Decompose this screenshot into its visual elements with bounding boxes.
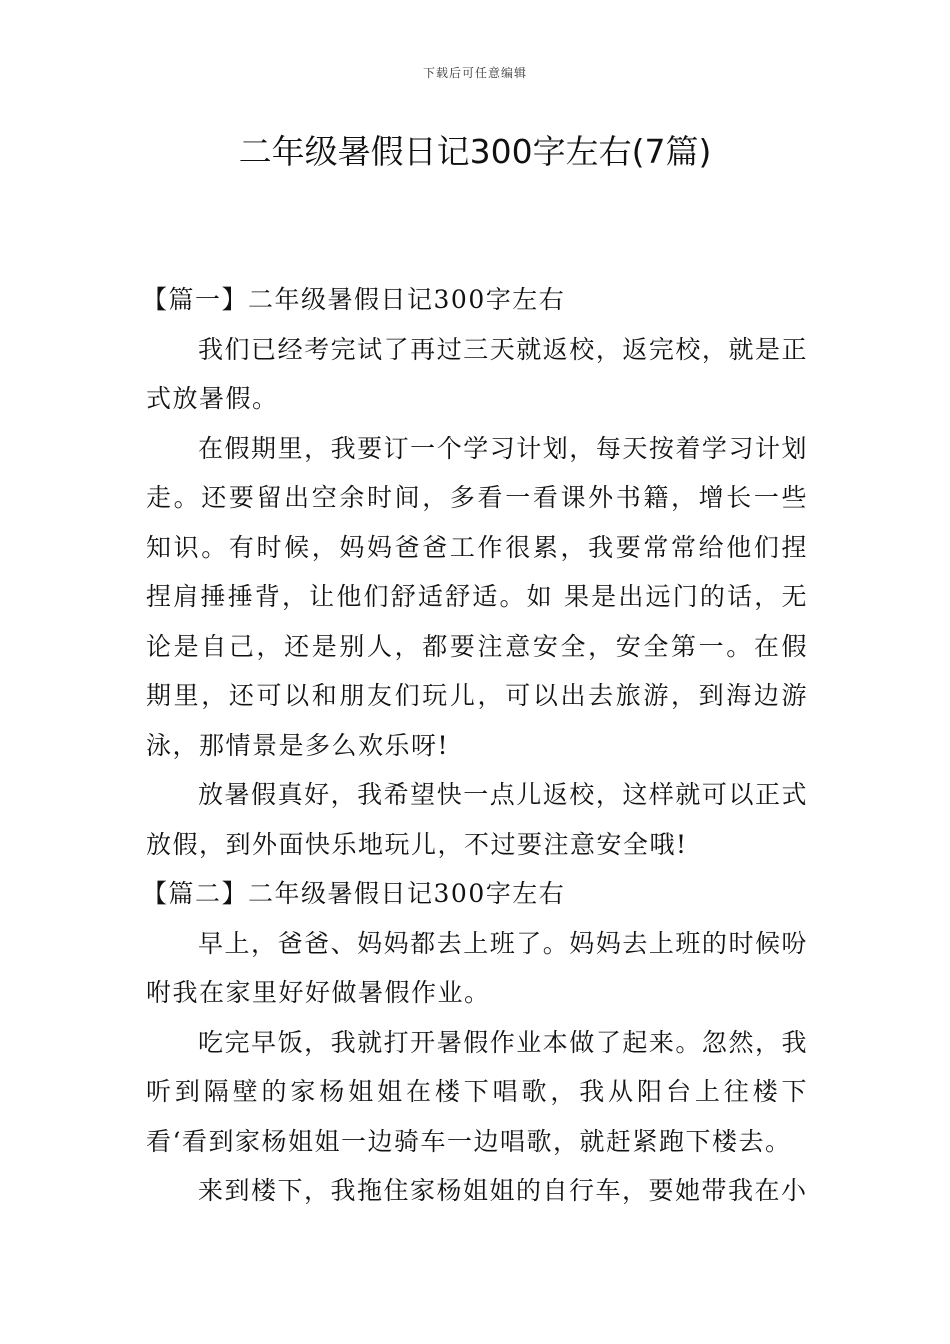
document-body [142,275,808,1216]
paragraph: 吃完早饭，我就打开暑假作业本做了起来。忽然，我听到隔壁的家杨姐姐在楼下唱歌，我从阳台上往楼下看‘看到家杨姐姐一边骑车一边唱歌，就赶紧跑下楼去。 [146,1027,808,1156]
paragraph: 早上，爸爸、妈妈都去上班了。妈妈去上班的时候吩咐我在家里好好做暑假作业。 [146,928,808,1007]
section-heading-2: 【篇二】二年级暑假日记300字左右 [142,879,566,908]
section-heading-1: 【篇一】二年级暑假日记300字左右 [142,285,566,314]
paragraph: 我们已经考完试了再过三天就返校，返完校，就是正式放暑假。 [146,334,808,413]
document-title: 二年级暑假日记300字左右(7篇) [238,132,712,171]
header-note: 下载后可任意编辑 [422,66,527,80]
paragraph: 在假期里，我要订一个学习计划，每天按着学习计划走。还要留出空余时间，多看一看课外书籍，增长一些知识。有时候，妈妈爸爸工作很累，我要常常给他们捏捏肩捶捶背，让他们舒适舒适。如 果是出远门的话，无论是自己，还是别人，都要注意安全，安全第一。在假期里，还可以和朋友们玩儿，可以出去旅游，到海边游泳，那情景是多么欢乐呀! [146,433,808,760]
paragraph: 放暑假真好，我希望快一点儿返校，这样就可以正式放假，到外面快乐地玩儿，不过要注意安全哦! [146,780,808,859]
paragraph: 来到楼下，我拖住家杨姐姐的自行车，要她带我在小 [198,1176,808,1205]
